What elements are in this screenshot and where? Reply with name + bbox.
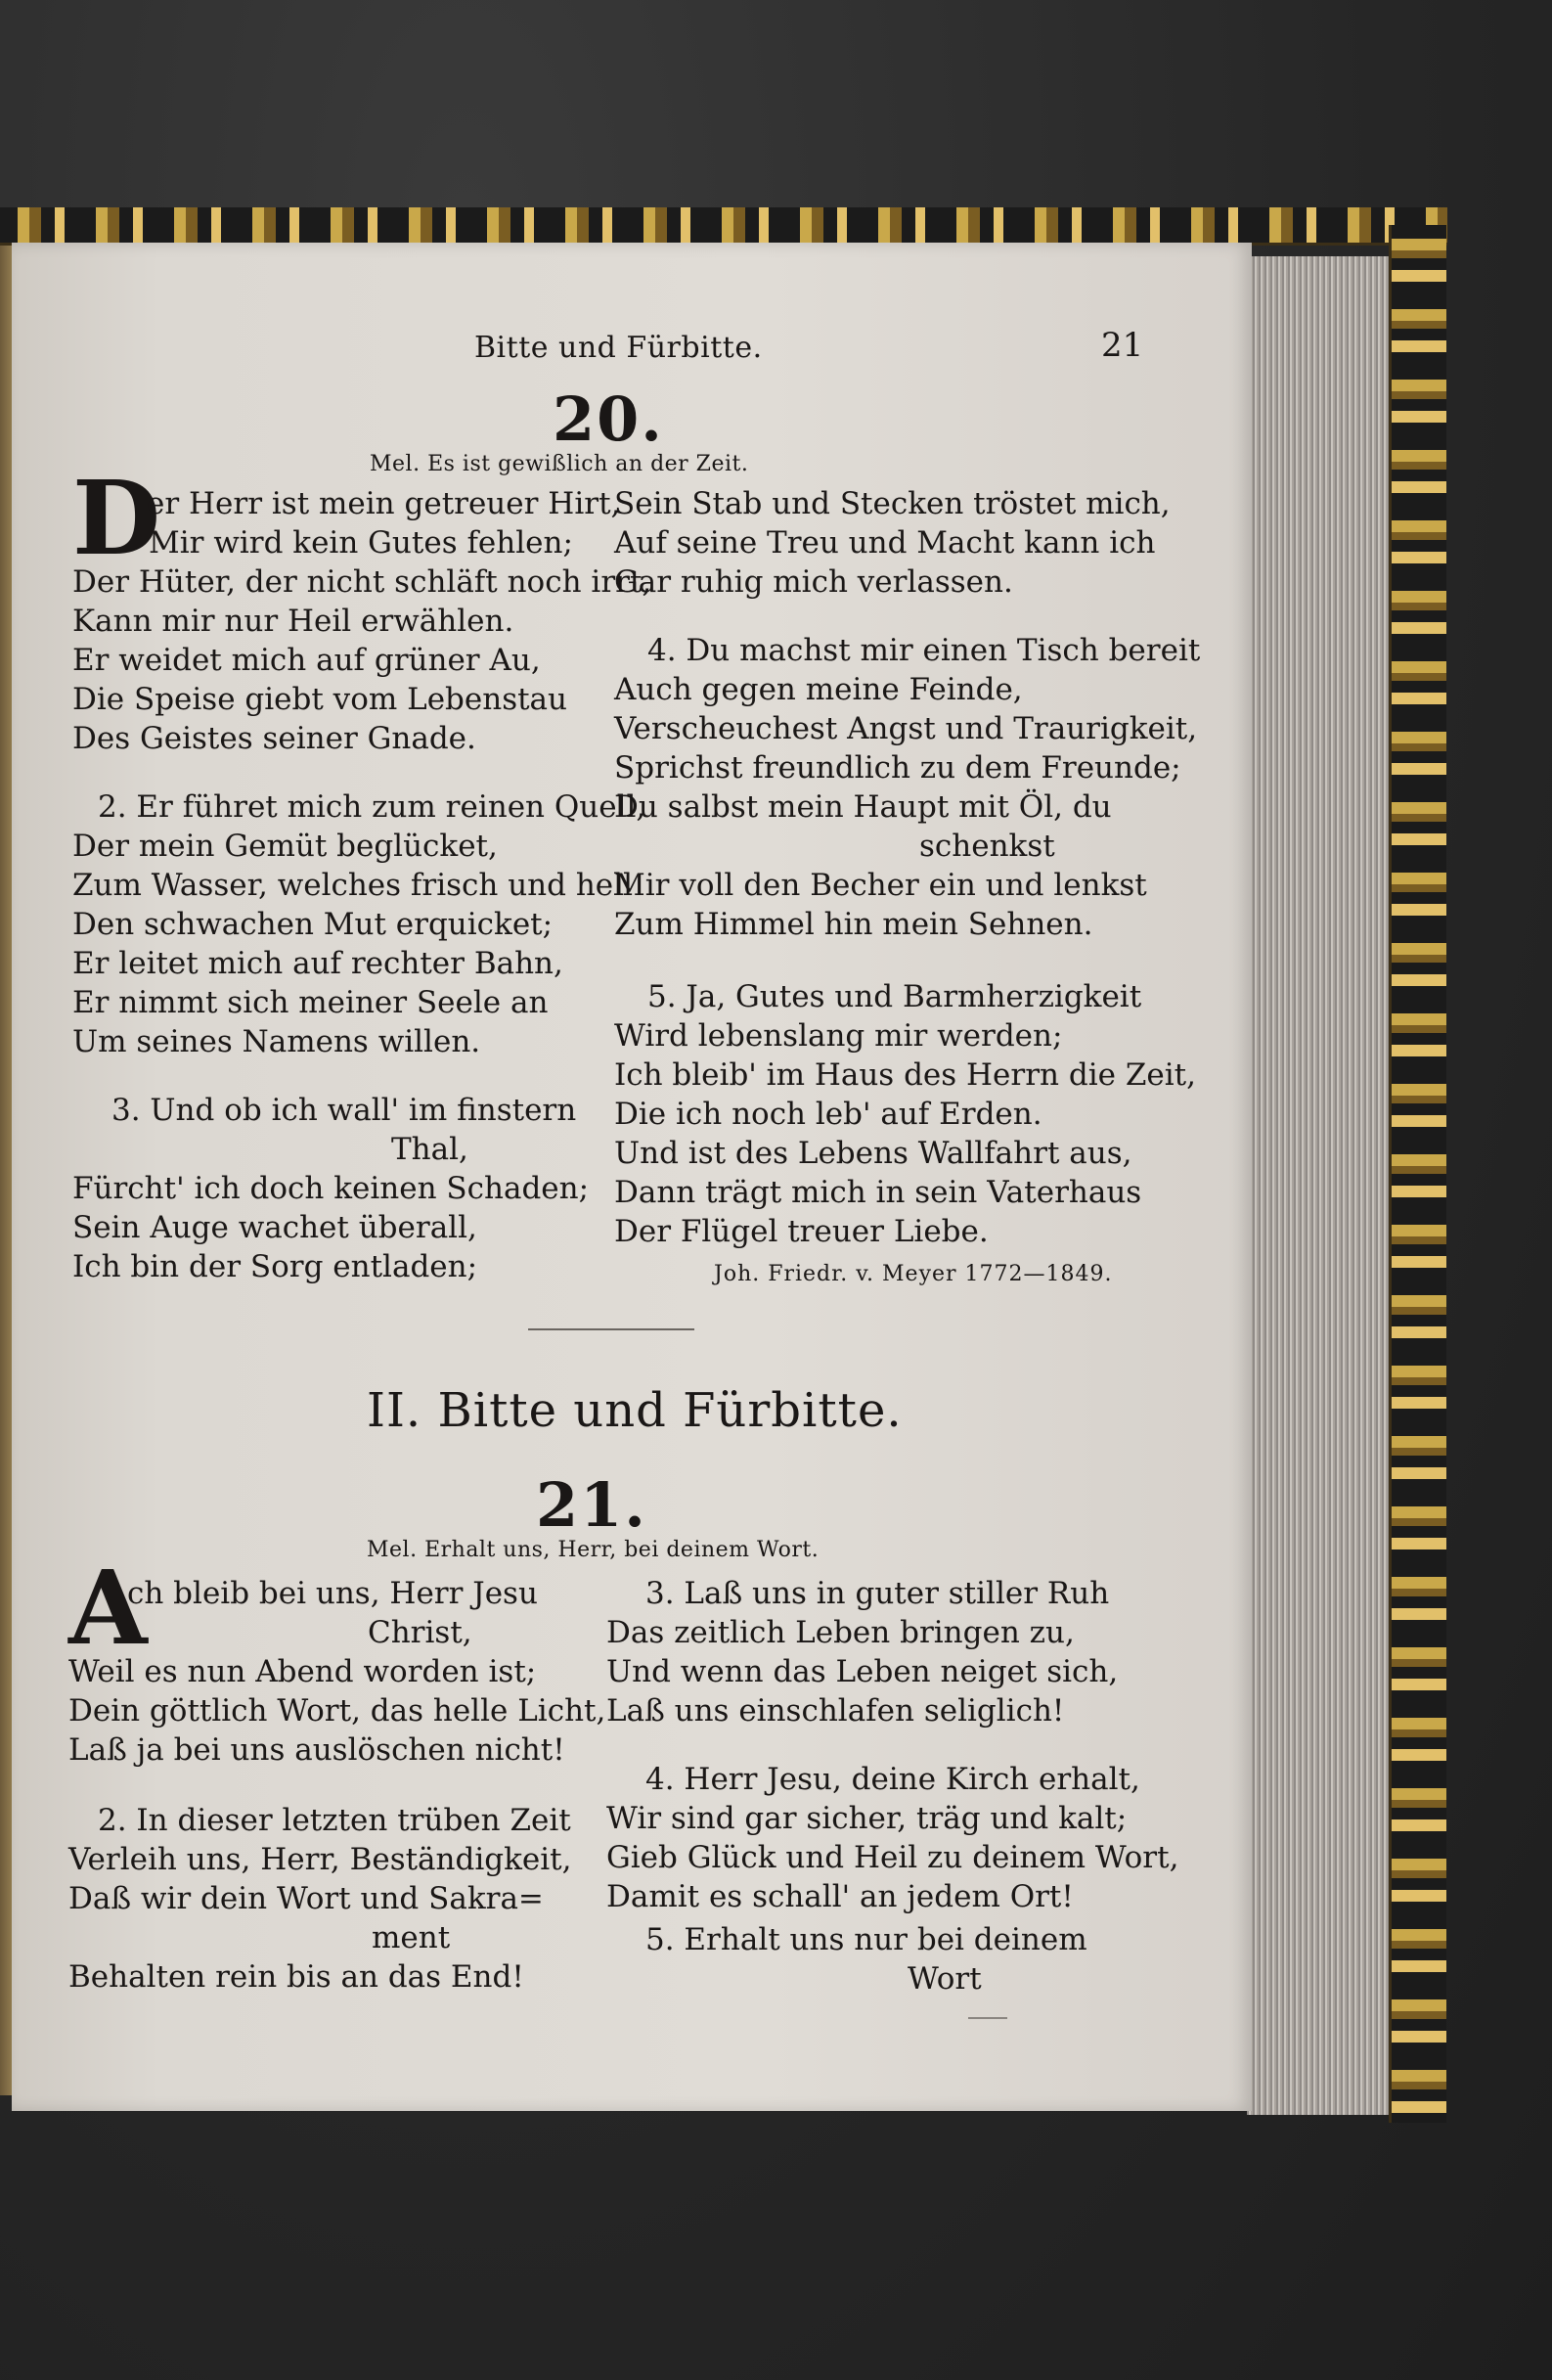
hymn-20-author: Joh. Friedr. v. Meyer 1772—1849. (714, 1262, 1113, 1286)
verse-line: Er weidet mich auf grüner Au, (72, 643, 541, 678)
verse-line: Und wenn das Leben neiget sich, (606, 1654, 1119, 1689)
verse-line: Die Speise giebt vom Lebenstau (72, 682, 568, 717)
verse-line: 3. Und ob ich wall' im finstern (111, 1093, 577, 1128)
hymn-21-melody: Mel. Erhalt uns, Herr, bei deinem Wort. (367, 1538, 820, 1562)
verse-line: Wird lebenslang mir werden; (614, 1018, 1063, 1054)
verse-line: Christ, (368, 1615, 472, 1650)
hymn-21-number: 21. (536, 1469, 647, 1541)
verse-line: Ich bin der Sorg entladen; (72, 1249, 478, 1284)
section-heading: II. Bitte und Fürbitte. (367, 1383, 903, 1438)
verse-line: Laß uns einschlafen seliglich! (606, 1693, 1065, 1729)
verse-line: Er leitet mich auf rechter Bahn, (72, 946, 563, 981)
verse-line: Der Flügel treuer Liebe. (614, 1214, 989, 1249)
verse-line: 5. Ja, Gutes und Barmherzigkeit (647, 979, 1142, 1014)
verse-line: Den schwachen Mut erquicket; (72, 907, 554, 942)
verse-line: Behalten rein bis an das End! (68, 1959, 524, 1995)
running-head: Bitte und Fürbitte. (474, 331, 763, 365)
verse-line: Gieb Glück und Heil zu deinem Wort, (606, 1840, 1179, 1875)
hymn-21-first-line: ch bleib bei uns, Herr Jesu (127, 1576, 538, 1611)
verse-line: Sprichst freundlich zu dem Freunde; (614, 750, 1181, 786)
verse-line: Der Hüter, der nicht schläft noch irrt, (72, 564, 652, 600)
verse-line: Gar ruhig mich verlassen. (614, 564, 1013, 600)
verse-line: 4. Du machst mir einen Tisch bereit (647, 633, 1201, 668)
verse-line: Die ich noch leb' auf Erden. (614, 1097, 1042, 1132)
hymn-21-drop-cap: A (68, 1548, 148, 1668)
verse-line: Damit es schall' an jedem Ort! (606, 1879, 1074, 1914)
verse-line: Um seines Namens willen. (72, 1024, 481, 1059)
verse-line: Der mein Gemüt beglücket, (72, 829, 498, 864)
verse-line: Auch gegen meine Feinde, (614, 672, 1023, 707)
verse-line: Fürcht' ich doch keinen Schaden; (72, 1171, 590, 1206)
verse-line: Das zeitlich Leben bringen zu, (606, 1615, 1075, 1650)
verse-line: Sein Auge wachet überall, (72, 1210, 477, 1245)
verse-line: Weil es nun Abend worden ist; (68, 1654, 537, 1689)
hymn-20-first-line: er Herr ist mein getreuer Hirt, (147, 486, 621, 521)
verse-line: Du salbst mein Haupt mit Öl, du (614, 789, 1112, 825)
verse-line: ment (372, 1920, 451, 1955)
verse-line: Dein göttlich Wort, das helle Licht, (68, 1693, 606, 1729)
catchword-mark (968, 2017, 1007, 2019)
gilt-ornament-top (0, 207, 1447, 246)
verse-line: 3. Laß uns in guter stiller Ruh (645, 1576, 1110, 1611)
verse-line: Laß ja bei uns auslöschen nicht! (68, 1732, 565, 1768)
verse-line: Er nimmt sich meiner Seele an (72, 985, 549, 1020)
hymn-20-drop-cap: D (72, 458, 161, 578)
hymn-20-number: 20. (553, 383, 664, 455)
verse-line: 4. Herr Jesu, deine Kirch erhalt, (645, 1762, 1140, 1797)
hymn-20-melody: Mel. Es ist gewißlich an der Zeit. (370, 452, 749, 476)
verse-line: Zum Wasser, welches frisch und hell (72, 868, 633, 903)
verse-line: Thal, (391, 1132, 468, 1167)
verse-line: Dann trägt mich in sein Vaterhaus (614, 1175, 1142, 1210)
verse-line: 5. Erhalt uns nur bei deinem (645, 1922, 1087, 1957)
verse-line: Kann mir nur Heil erwählen. (72, 604, 514, 639)
verse-line: Verscheuchest Angst und Traurigkeit, (614, 711, 1198, 746)
verse-line: Und ist des Lebens Wallfahrt aus, (614, 1136, 1132, 1171)
gilt-ornament-spine (1389, 225, 1446, 2123)
page-number: 21 (1101, 326, 1144, 365)
page-block-edges (1247, 256, 1394, 2115)
verse-line: Sein Stab und Stecken tröstet mich, (614, 486, 1171, 521)
verse-line: Mir voll den Becher ein und lenkst (614, 868, 1147, 903)
verse-line: Des Geistes seiner Gnade. (72, 721, 476, 756)
verse-line: schenkst (919, 829, 1055, 864)
verse-line: Auf seine Treu und Macht kann ich (614, 525, 1156, 561)
verse-line: Daß wir dein Wort und Sakra= (68, 1881, 544, 1916)
verse-line: Wir sind gar sicher, träg und kalt; (606, 1801, 1128, 1836)
verse-line: Wort (908, 1961, 982, 1997)
verse-line: Ich bleib' im Haus des Herrn die Zeit, (614, 1057, 1196, 1093)
verse-line: Mir wird kein Gutes fehlen; (149, 525, 573, 561)
verse-line: 2. In dieser letzten trüben Zeit (98, 1803, 571, 1838)
verse-line: Zum Himmel hin mein Sehnen. (614, 907, 1093, 942)
section-divider (528, 1328, 694, 1330)
verse-line: 2. Er führet mich zum reinen Quell, (98, 789, 646, 825)
verse-line: Verleih uns, Herr, Beständigkeit, (68, 1842, 572, 1877)
